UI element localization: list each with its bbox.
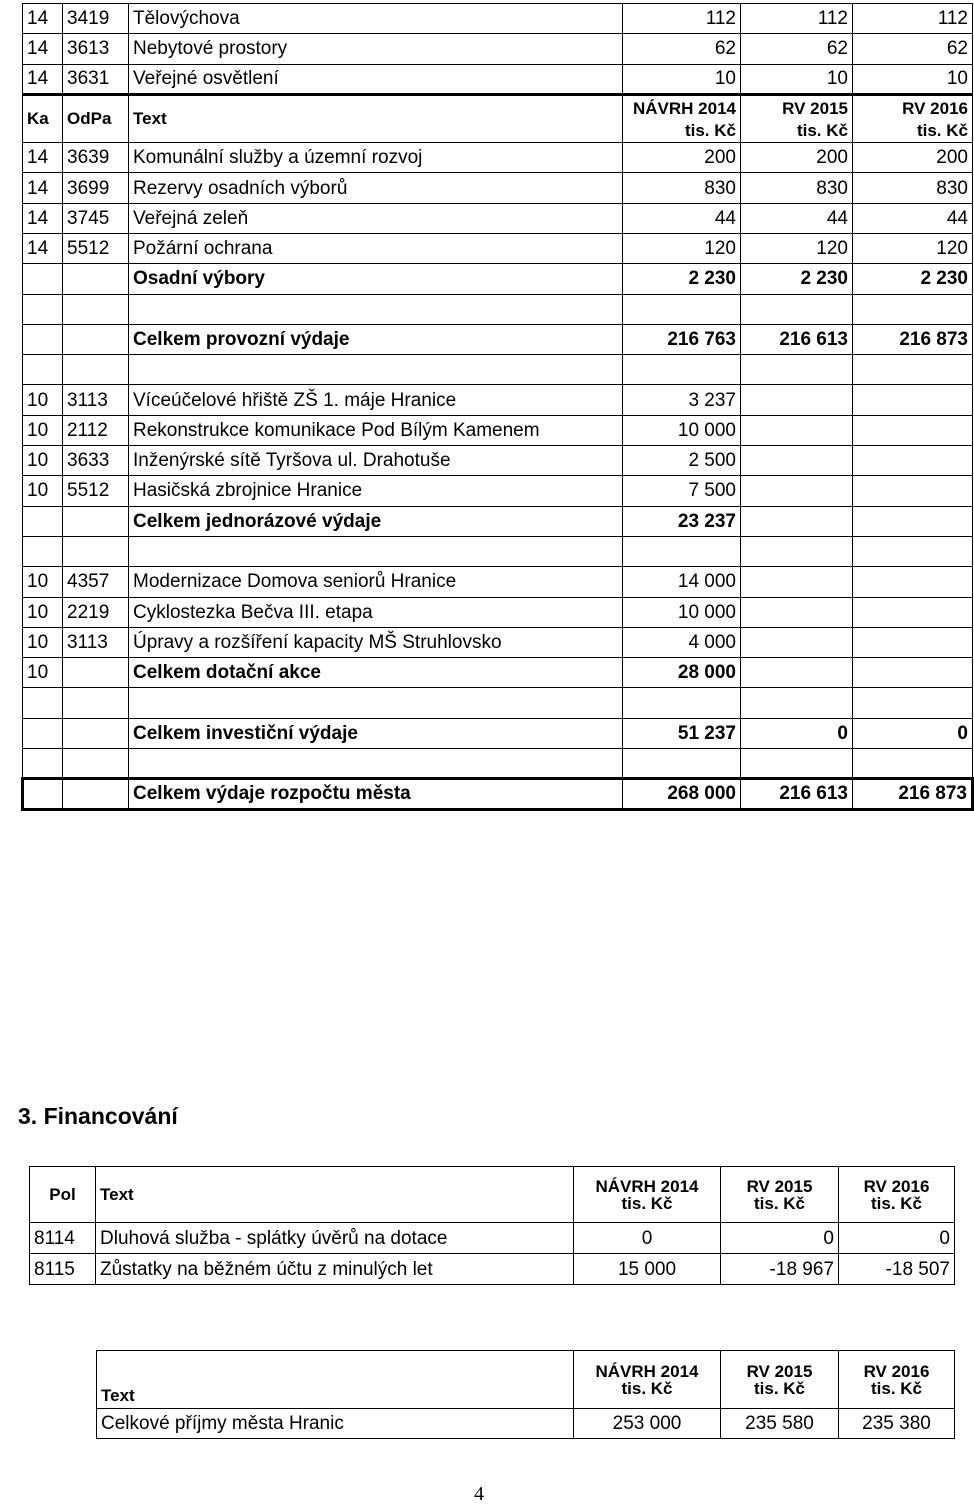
value-2014: 7 500 bbox=[623, 476, 741, 506]
odpa-cell: 3639 bbox=[63, 143, 129, 173]
empty-cell bbox=[853, 749, 973, 779]
value-2014: 28 000 bbox=[623, 658, 741, 688]
header-ka: Ka bbox=[23, 94, 63, 142]
value-2016 bbox=[853, 415, 973, 445]
header-odpa: OdPa bbox=[63, 94, 129, 142]
odpa-cell: 3113 bbox=[63, 627, 129, 657]
value-2015: 10 bbox=[741, 64, 853, 94]
table-row bbox=[23, 658, 973, 688]
text-cell: Nebytové prostory bbox=[129, 34, 623, 64]
empty-cell bbox=[23, 749, 63, 779]
value-2015 bbox=[741, 476, 853, 506]
header-text: Text bbox=[97, 1351, 574, 1409]
header-col-2016: RV 2016 tis. Kč bbox=[853, 94, 973, 142]
empty-cell bbox=[129, 688, 623, 718]
main-header-row bbox=[23, 94, 973, 142]
odpa-cell: 3613 bbox=[63, 34, 129, 64]
value-2014: 0 bbox=[574, 1223, 721, 1254]
empty-cell bbox=[853, 355, 973, 385]
odpa-cell bbox=[63, 658, 129, 688]
value-2016: 62 bbox=[853, 34, 973, 64]
pol-cell: 8115 bbox=[30, 1254, 96, 1285]
odpa-cell: 3631 bbox=[63, 64, 129, 94]
value-2016: 0 bbox=[853, 718, 973, 748]
value-2014: 15 000 bbox=[574, 1254, 721, 1285]
ka-cell: 14 bbox=[23, 173, 63, 203]
value-2015: 216 613 bbox=[741, 779, 853, 809]
value-2016: 0 bbox=[839, 1223, 955, 1254]
odpa-cell: 3113 bbox=[63, 385, 129, 415]
odpa-cell: 4357 bbox=[63, 567, 129, 597]
value-2014: 200 bbox=[623, 143, 741, 173]
value-2015 bbox=[741, 658, 853, 688]
odpa-cell: 3419 bbox=[63, 4, 129, 34]
ka-cell: 14 bbox=[23, 143, 63, 173]
odpa-cell: 5512 bbox=[63, 233, 129, 263]
header-col-2014: NÁVRH 2014 tis. Kč bbox=[623, 94, 741, 142]
text-cell: Celkem výdaje rozpočtu města bbox=[129, 779, 623, 809]
value-2015: -18 967 bbox=[721, 1254, 839, 1285]
value-2016: 112 bbox=[853, 4, 973, 34]
ka-cell: 14 bbox=[23, 34, 63, 64]
value-2015 bbox=[741, 627, 853, 657]
odpa-cell bbox=[63, 264, 129, 294]
empty-cell bbox=[623, 294, 741, 324]
table-row bbox=[23, 446, 973, 476]
value-2016 bbox=[853, 446, 973, 476]
empty-cell bbox=[63, 536, 129, 566]
ka-cell: 10 bbox=[23, 385, 63, 415]
value-2014: 120 bbox=[623, 233, 741, 263]
income-table bbox=[96, 1350, 955, 1439]
value-2015: 830 bbox=[741, 173, 853, 203]
odpa-cell: 3633 bbox=[63, 446, 129, 476]
value-2015 bbox=[741, 446, 853, 476]
header-text: Text bbox=[129, 94, 623, 142]
odpa-cell bbox=[63, 718, 129, 748]
table-row bbox=[23, 143, 973, 173]
text-cell: Požární ochrana bbox=[129, 233, 623, 263]
empty-row bbox=[23, 749, 973, 779]
table-row bbox=[23, 476, 973, 506]
odpa-cell bbox=[63, 779, 129, 809]
empty-cell bbox=[623, 749, 741, 779]
value-2016: -18 507 bbox=[839, 1254, 955, 1285]
empty-row bbox=[23, 294, 973, 324]
value-2016: 200 bbox=[853, 143, 973, 173]
empty-cell bbox=[853, 688, 973, 718]
ka-cell: 10 bbox=[23, 476, 63, 506]
value-2016: 830 bbox=[853, 173, 973, 203]
value-2014: 62 bbox=[623, 34, 741, 64]
table-row bbox=[23, 415, 973, 445]
empty-cell bbox=[129, 355, 623, 385]
value-2015 bbox=[741, 385, 853, 415]
value-2016 bbox=[853, 627, 973, 657]
text-cell: Víceúčelové hřiště ZŠ 1. máje Hranice bbox=[129, 385, 623, 415]
text-cell: Modernizace Domova seniorů Hranice bbox=[129, 567, 623, 597]
empty-cell bbox=[741, 294, 853, 324]
ka-cell: 14 bbox=[23, 203, 63, 233]
value-2015 bbox=[741, 567, 853, 597]
value-2015: 120 bbox=[741, 233, 853, 263]
value-2015: 62 bbox=[741, 34, 853, 64]
ka-cell: 14 bbox=[23, 64, 63, 94]
value-2014: 830 bbox=[623, 173, 741, 203]
value-2014: 268 000 bbox=[623, 779, 741, 809]
value-2016 bbox=[853, 658, 973, 688]
odpa-cell: 3745 bbox=[63, 203, 129, 233]
text-cell: Inženýrské sítě Tyršova ul. Drahotuše bbox=[129, 446, 623, 476]
table-row bbox=[30, 1223, 955, 1254]
ka-cell: 14 bbox=[23, 233, 63, 263]
empty-cell bbox=[741, 355, 853, 385]
text-cell: Veřejná zeleň bbox=[129, 203, 623, 233]
table-row bbox=[23, 718, 973, 748]
value-2016: 216 873 bbox=[853, 779, 973, 809]
table-row bbox=[23, 627, 973, 657]
text-cell: Úpravy a rozšíření kapacity MŠ Struhlovsko bbox=[129, 627, 623, 657]
value-2014: 23 237 bbox=[623, 506, 741, 536]
empty-row bbox=[23, 355, 973, 385]
empty-cell bbox=[129, 749, 623, 779]
header-col-2014: NÁVRH 2014 tis. Kč bbox=[574, 1351, 721, 1409]
empty-cell bbox=[23, 536, 63, 566]
table-row bbox=[23, 567, 973, 597]
financing-header-row bbox=[30, 1167, 955, 1223]
text-cell: Komunální služby a územní rozvoj bbox=[129, 143, 623, 173]
value-2016 bbox=[853, 567, 973, 597]
value-2014: 216 763 bbox=[623, 324, 741, 354]
odpa-cell: 2112 bbox=[63, 415, 129, 445]
empty-cell bbox=[741, 749, 853, 779]
text-cell: Celkem investiční výdaje bbox=[129, 718, 623, 748]
value-2015 bbox=[741, 597, 853, 627]
text-cell: Cyklostezka Bečva III. etapa bbox=[129, 597, 623, 627]
text-cell: Rezervy osadních výborů bbox=[129, 173, 623, 203]
ka-cell: 10 bbox=[23, 597, 63, 627]
header-col-2016: RV 2016 tis. Kč bbox=[839, 1167, 955, 1223]
table-row bbox=[23, 64, 973, 94]
value-2015: 216 613 bbox=[741, 324, 853, 354]
text-cell: Osadní výbory bbox=[129, 264, 623, 294]
text-cell: Celkem jednorázové výdaje bbox=[129, 506, 623, 536]
odpa-cell: 5512 bbox=[63, 476, 129, 506]
text-cell: Hasičská zbrojnice Hranice bbox=[129, 476, 623, 506]
empty-cell bbox=[623, 355, 741, 385]
value-2014: 2 500 bbox=[623, 446, 741, 476]
header-text: Text bbox=[96, 1167, 574, 1223]
value-2016: 2 230 bbox=[853, 264, 973, 294]
empty-cell bbox=[129, 536, 623, 566]
empty-cell bbox=[853, 536, 973, 566]
ka-cell bbox=[23, 779, 63, 809]
odpa-cell: 2219 bbox=[63, 597, 129, 627]
table-row bbox=[23, 34, 973, 64]
ka-cell bbox=[23, 506, 63, 536]
value-2014: 14 000 bbox=[623, 567, 741, 597]
value-2014: 253 000 bbox=[574, 1409, 721, 1439]
ka-cell bbox=[23, 324, 63, 354]
text-cell: Celkem dotační akce bbox=[129, 658, 623, 688]
empty-cell bbox=[23, 355, 63, 385]
empty-cell bbox=[63, 294, 129, 324]
text-cell: Celkem provozní výdaje bbox=[129, 324, 623, 354]
financing-table bbox=[29, 1166, 955, 1285]
value-2014: 44 bbox=[623, 203, 741, 233]
value-2016 bbox=[853, 506, 973, 536]
page-number: 4 bbox=[474, 1483, 484, 1505]
empty-cell bbox=[63, 355, 129, 385]
value-2014: 10 000 bbox=[623, 597, 741, 627]
empty-cell bbox=[741, 536, 853, 566]
value-2016: 120 bbox=[853, 233, 973, 263]
value-2015: 2 230 bbox=[741, 264, 853, 294]
empty-cell bbox=[23, 294, 63, 324]
value-2015: 0 bbox=[741, 718, 853, 748]
table-row bbox=[30, 1254, 955, 1285]
header-col-2015: RV 2015 tis. Kč bbox=[721, 1351, 839, 1409]
ka-cell: 10 bbox=[23, 415, 63, 445]
income-header-row bbox=[97, 1351, 955, 1409]
text-cell: Tělovýchova bbox=[129, 4, 623, 34]
header-col-2014: NÁVRH 2014 tis. Kč bbox=[574, 1167, 721, 1223]
table-row bbox=[23, 597, 973, 627]
section-title: 3. Financování bbox=[18, 1103, 178, 1129]
text-cell: Veřejné osvětlení bbox=[129, 64, 623, 94]
header-pol: Pol bbox=[30, 1167, 96, 1223]
odpa-cell bbox=[63, 506, 129, 536]
value-2016 bbox=[853, 597, 973, 627]
text-cell: Rekonstrukce komunikace Pod Bílým Kamenem bbox=[129, 415, 623, 445]
header-col-2015: RV 2015 tis. Kč bbox=[741, 94, 853, 142]
table-row bbox=[23, 506, 973, 536]
table-row bbox=[23, 385, 973, 415]
table-row bbox=[23, 173, 973, 203]
value-2014: 112 bbox=[623, 4, 741, 34]
value-2015: 0 bbox=[721, 1223, 839, 1254]
empty-cell bbox=[623, 688, 741, 718]
table-row bbox=[23, 203, 973, 233]
value-2014: 4 000 bbox=[623, 627, 741, 657]
text-cell: Zůstatky na běžném účtu z minulých let bbox=[96, 1254, 574, 1285]
value-2016: 44 bbox=[853, 203, 973, 233]
expenditure-table bbox=[21, 3, 974, 811]
ka-cell: 14 bbox=[23, 4, 63, 34]
value-2015 bbox=[741, 506, 853, 536]
table-row bbox=[97, 1409, 955, 1439]
value-2015: 235 580 bbox=[721, 1409, 839, 1439]
value-2014: 10 000 bbox=[623, 415, 741, 445]
empty-cell bbox=[623, 536, 741, 566]
value-2016: 10 bbox=[853, 64, 973, 94]
table-row bbox=[23, 264, 973, 294]
value-2015: 200 bbox=[741, 143, 853, 173]
table-row bbox=[23, 4, 973, 34]
empty-row bbox=[23, 688, 973, 718]
text-cell: Celkové příjmy města Hranic bbox=[97, 1409, 574, 1439]
value-2014: 2 230 bbox=[623, 264, 741, 294]
value-2016: 216 873 bbox=[853, 324, 973, 354]
value-2014: 51 237 bbox=[623, 718, 741, 748]
odpa-cell bbox=[63, 324, 129, 354]
value-2015 bbox=[741, 415, 853, 445]
pol-cell: 8114 bbox=[30, 1223, 96, 1254]
ka-cell bbox=[23, 718, 63, 748]
empty-cell bbox=[853, 294, 973, 324]
text-cell: Dluhová služba - splátky úvěrů na dotace bbox=[96, 1223, 574, 1254]
odpa-cell: 3699 bbox=[63, 173, 129, 203]
table-row bbox=[23, 233, 973, 263]
ka-cell bbox=[23, 264, 63, 294]
value-2015: 112 bbox=[741, 4, 853, 34]
ka-cell: 10 bbox=[23, 658, 63, 688]
value-2014: 10 bbox=[623, 64, 741, 94]
value-2016 bbox=[853, 476, 973, 506]
ka-cell: 10 bbox=[23, 627, 63, 657]
empty-row bbox=[23, 536, 973, 566]
ka-cell: 10 bbox=[23, 567, 63, 597]
header-col-2015: RV 2015 tis. Kč bbox=[721, 1167, 839, 1223]
empty-cell bbox=[23, 688, 63, 718]
empty-cell bbox=[741, 688, 853, 718]
header-col-2016: RV 2016 tis. Kč bbox=[839, 1351, 955, 1409]
value-2016: 235 380 bbox=[839, 1409, 955, 1439]
table-row bbox=[23, 779, 973, 809]
value-2015: 44 bbox=[741, 203, 853, 233]
table-row bbox=[23, 324, 973, 354]
empty-cell bbox=[63, 749, 129, 779]
empty-cell bbox=[129, 294, 623, 324]
ka-cell: 10 bbox=[23, 446, 63, 476]
empty-cell bbox=[63, 688, 129, 718]
value-2016 bbox=[853, 385, 973, 415]
value-2014: 3 237 bbox=[623, 385, 741, 415]
